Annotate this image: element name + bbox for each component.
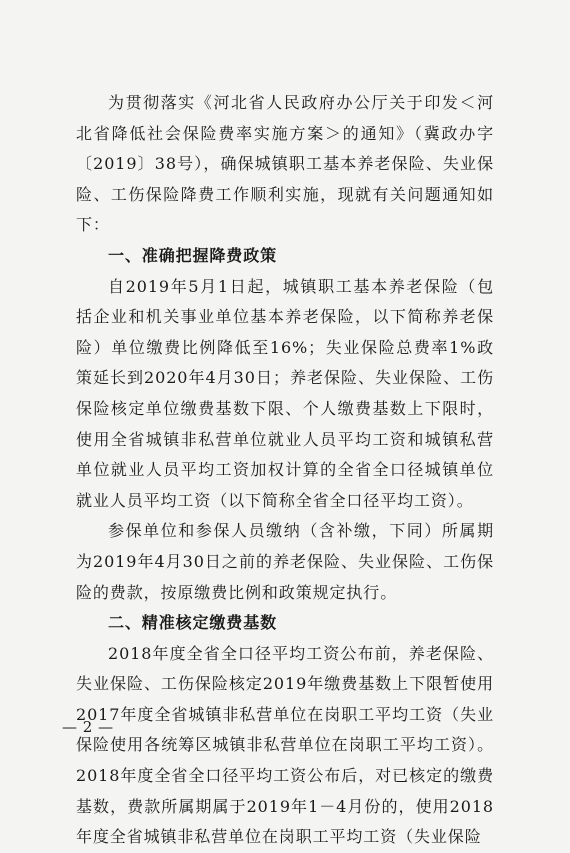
section-2-heading: 二、精准核定缴费基数 <box>108 613 278 633</box>
section-1-paragraph-2: 参保单位和参保人员缴纳（含补缴，下同）所属期为2019年4月30日之前的养老保险、失业保险、工伤保险的费款，按原缴费比例和政策规定执行。 <box>76 521 494 602</box>
intro-paragraph: 为贯彻落实《河北省人民政府办公厅关于印发＜河北省降低社会保险费率实施方案＞的通知》（冀政办字〔2019〕38号），确保城镇职工基本养老保险、失业保险、工伤保险降费工作顺利实施，现就有关问题通知如下： <box>76 93 494 235</box>
page-number: — 2 — <box>62 718 114 736</box>
document-body <box>76 88 494 853</box>
section-2-paragraph-1: 2018年度全省全口径平均工资公布前，养老保险、失业保险、工伤保险核定2019年缴费基数上下限暂使用2017年度全省城镇非私营单位在岗职工平均工资（失业保险使用各统筹区城镇非私营单位在岗职工平均工资）。2018年度全省全口径平均工资公布后，对已核定的缴费基数，费款所属期属于2019年1－4月份的，使用2018年度全省城镇非私营单位在岗职工平均工资（失业保险 <box>76 643 494 847</box>
section-1-heading: 一、准确把握降费政策 <box>108 245 278 265</box>
section-1-paragraph-1: 自2019年5月1日起，城镇职工基本养老保险（包括企业和机关事业单位基本养老保险，以下简称养老保险）单位缴费比例降低至16%；失业保险总费率1%政策延长到2020年4月30日；养老保险、失业保险、工伤保险核定单位缴费基数下限、个人缴费基数上下限时，使用全省城镇非私营单位就业人员平均工资和城镇私营单位就业人员平均工资加权计算的全省全口径城镇单位就业人员平均工资（以下简称全省全口径平均工资）。 <box>76 276 494 510</box>
